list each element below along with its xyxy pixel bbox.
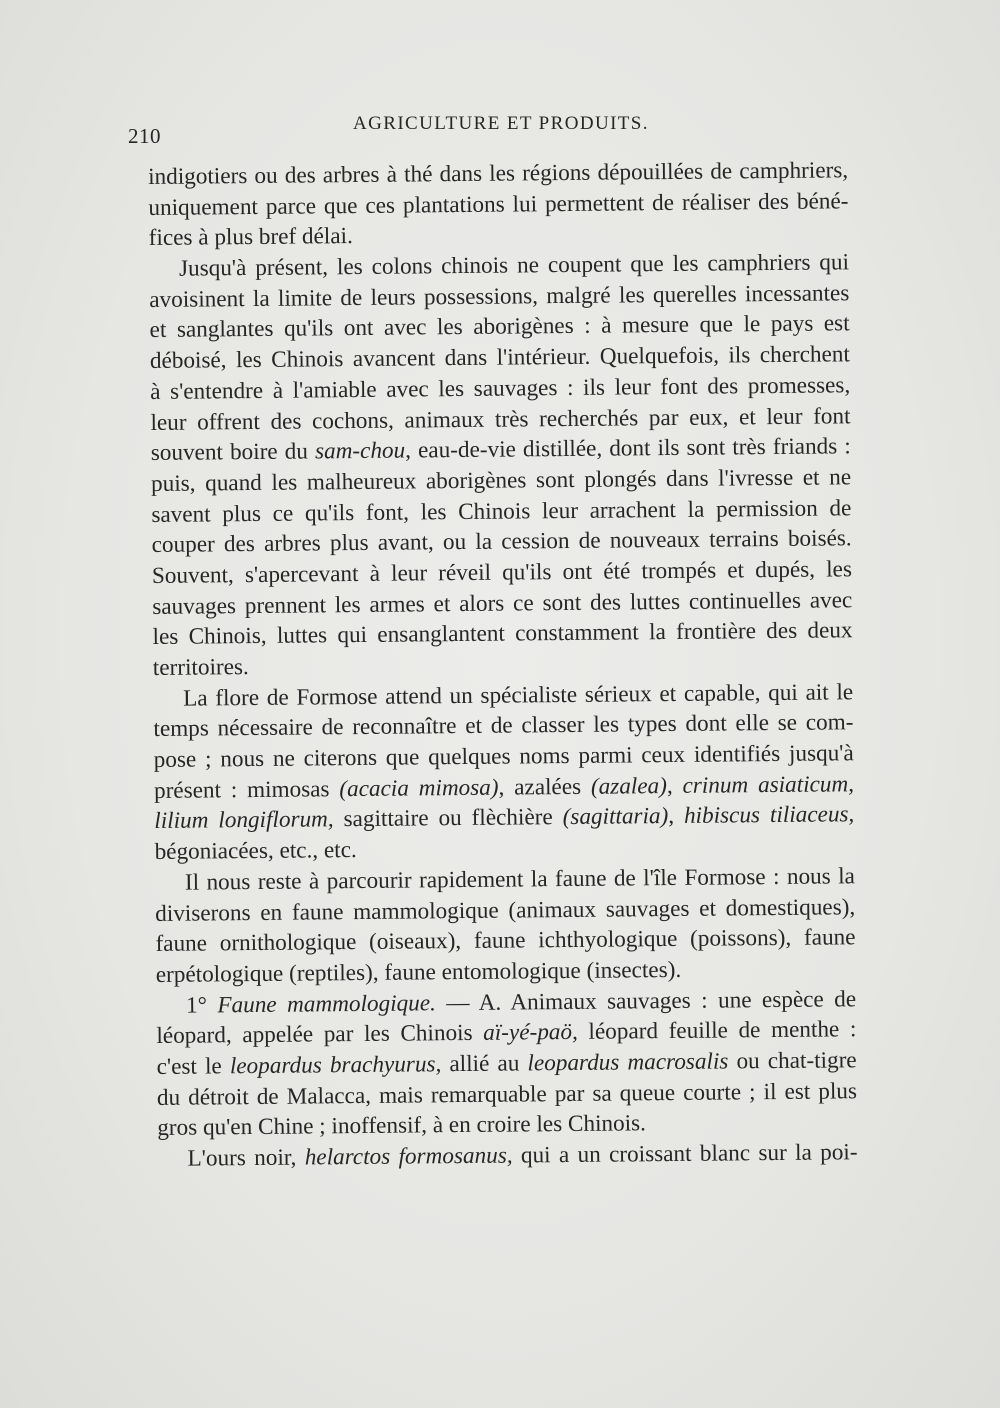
text-line: Souvent, s'apercevant à leur réveil qu'ils ont été trompés et dupés, les — [151, 556, 853, 589]
text-line: les Chinois, luttes qui ensanglantent constamment la frontière des deux — [152, 617, 853, 651]
text-line: uniquement parce que ces plantations lui permettent de réaliser des béné- — [148, 187, 849, 221]
running-title: AGRICULTURE ET PRODUITS. — [353, 113, 649, 134]
text-line: erpétologique (reptiles), faune entomologique (insectes). — [155, 956, 682, 988]
text-line: avoisinent la limite de leurs possessions, malgré les querelles incessantes — [149, 280, 850, 313]
text-line: savent plus ce qu'ils font, les Chinois leur arrachent la permission de — [151, 494, 852, 528]
text-line: à s'entendre à l'amiable avec les sauvages : ils leur font des promesses, — [150, 372, 851, 405]
text-line: L'ours noir, helarctos formosanus, qui a un croissant blanc sur la poi- — [187, 1139, 858, 1172]
text-line: sauvages prennent les armes et alors ce sont des luttes continuelles avec — [152, 586, 853, 620]
text-line: puis, quand les malheureux aborigènes sont plongés dans l'ivresse et ne — [150, 464, 852, 497]
text-line: présent : mimosas (acacia mimosa), azalées (azalea), crinum asiaticum, — [153, 771, 855, 804]
text-line: diviserons en faune mammologique (animaux sauvages et domestiques), — [155, 893, 856, 927]
text-line: bégoniacées, etc., etc. — [154, 837, 357, 866]
text-line: temps nécessaire de reconnaître et de classer les types dont elle se com- — [153, 709, 854, 743]
text-line: 1° Faune mammologique. — A. Animaux sauvages : une espèce de — [185, 985, 857, 1019]
text-line: Jusqu'à présent, les colons chinois ne coupent que les camphriers qui — [178, 249, 850, 282]
text-line: fices à plus bref délai. — [148, 223, 353, 252]
text-line: et sanglantes qu'ils ont avec les aborigènes : à mesure que le pays est — [149, 310, 850, 344]
body-text — [148, 155, 858, 1174]
text-line: faune ornithologique (oiseaux), faune ichthyologique (poissons), faune — [155, 924, 856, 958]
text-line: léopard, appelée par les Chinois aï-yé-paö, léopard feuille de menthe : — [156, 1016, 857, 1050]
text-line: leur offrent des cochons, animaux très recherchés par eux, et leur font — [150, 402, 851, 436]
text-line: souvent boire du sam-chou, eau-de-vie distillée, dont ils sont très friands : — [150, 433, 851, 467]
page-number: 210 — [128, 124, 161, 148]
text-line: couper des arbres plus avant, ou la cession de nouveaux terrains boisés. — [151, 525, 852, 559]
text-line: pose ; nous ne citerons que quelques noms parmi ceux identifiés jusqu'à — [153, 740, 854, 774]
text-line: c'est le leopardus brachyurus, allié au leopardus macrosalis ou chat-tigre — [156, 1047, 857, 1080]
text-line: du détroit de Malacca, mais remarquable par sa queue courte ; il est plus — [156, 1077, 858, 1111]
text-line: gros qu'en Chine ; inoffensif, à en croire les Chinois. — [157, 1110, 647, 1142]
text-line: lilium longiflorum, sagittaire ou flèchière (sagittaria), hibiscus tiliaceus, — [154, 801, 855, 835]
text-line: indigotiers ou des arbres à thé dans les régions dépouillées de camphriers, — [148, 157, 849, 190]
text-line: La flore de Formose attend un spécialiste sérieux et capable, qui ait le — [183, 678, 854, 712]
text-line: territoires. — [152, 654, 249, 681]
text-line: déboisé, les Chinois avancent dans l'intérieur. Quelquefois, ils cherchent — [149, 341, 851, 375]
text-line: Il nous reste à parcourir rapidement la faune de l'île Formose : nous la — [184, 863, 856, 896]
